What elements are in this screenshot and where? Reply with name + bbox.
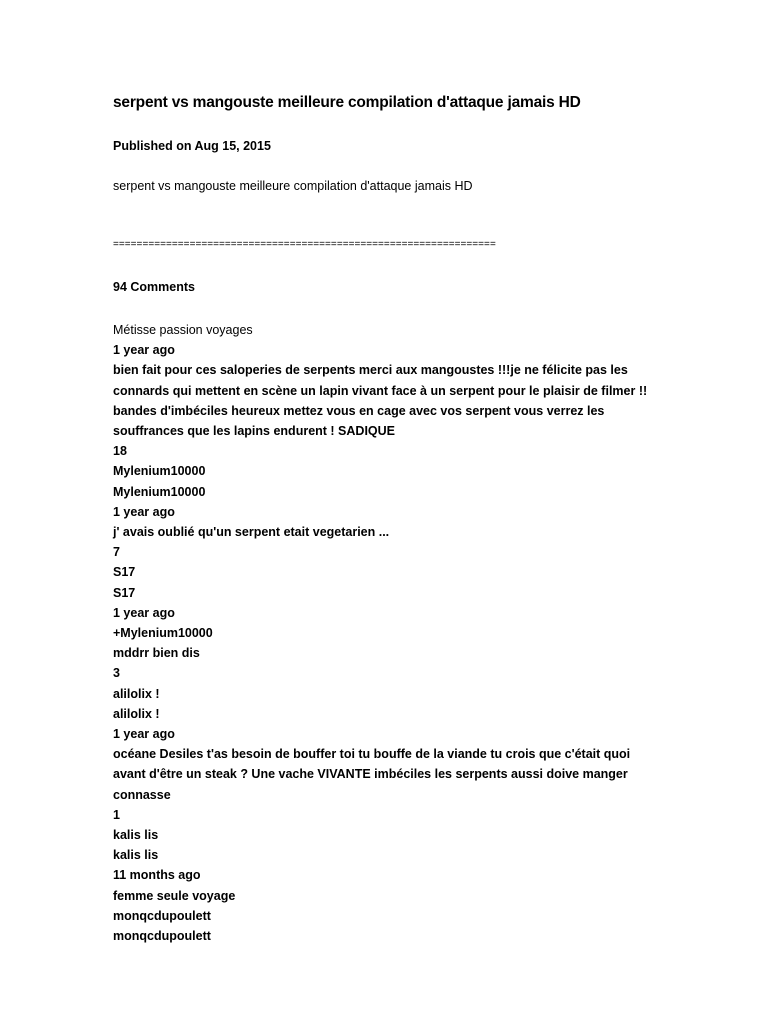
separator-line: ================================================================= <box>113 239 496 250</box>
comment-line: bien fait pour ces saloperies de serpents merci aux mangoustes !!!je ne félicite pas les connards qui mettent en scène un lapin vivant face à un serpent pour le plaisir de filmer !! bandes d'imbéciles heureux mettez vous en cage avec vos serpent vous verrez les souffrances que les lapins endurent ! SADIQUE <box>113 363 648 439</box>
comment-line: alilolix ! <box>113 706 160 721</box>
comments-count: 94 Comments <box>113 280 195 294</box>
comment-line: océane Desiles t'as besoin de bouffer toi tu bouffe de la viande tu crois que c'était quoi avant d'être un steak ? Une vache VIVANTE imbéciles les serpents aussi doive manger connasse <box>113 747 631 802</box>
comment-line: +Mylenium10000 <box>113 626 213 641</box>
comment-line: Mylenium10000 <box>113 464 206 479</box>
comment-line: 1 year ago <box>113 727 175 742</box>
video-description: serpent vs mangouste meilleure compilation d'attaque jamais HD <box>113 179 473 193</box>
comment-line: 7 <box>113 545 120 560</box>
comment-line: monqcdupoulett <box>113 929 211 944</box>
comment-line: Mylenium10000 <box>113 484 206 499</box>
comment-line: 18 <box>113 444 127 459</box>
comment-line: 1 year ago <box>113 504 175 519</box>
comments-list <box>113 320 658 946</box>
comment-line: 3 <box>113 666 120 681</box>
comment-line: kalis lis <box>113 828 159 843</box>
published-date: Published on Aug 15, 2015 <box>113 139 271 153</box>
comment-line: Métisse passion voyages <box>113 323 253 337</box>
comment-line: femme seule voyage <box>113 888 236 903</box>
comment-line: S17 <box>113 565 136 580</box>
comment-line: monqcdupoulett <box>113 908 211 923</box>
comment-line: mddrr bien dis <box>113 646 200 661</box>
comment-line: 11 months ago <box>113 868 201 883</box>
comment-line: kalis lis <box>113 848 159 863</box>
document-title: serpent vs mangouste meilleure compilation d'attaque jamais HD <box>113 94 581 111</box>
comment-line: 1 <box>113 807 120 822</box>
comment-line: alilolix ! <box>113 686 160 701</box>
comment-line: j' avais oublié qu'un serpent etait vegetarien ... <box>113 525 390 540</box>
comment-line: 1 year ago <box>113 343 175 358</box>
comment-line: S17 <box>113 585 136 600</box>
comment-line: 1 year ago <box>113 605 175 620</box>
